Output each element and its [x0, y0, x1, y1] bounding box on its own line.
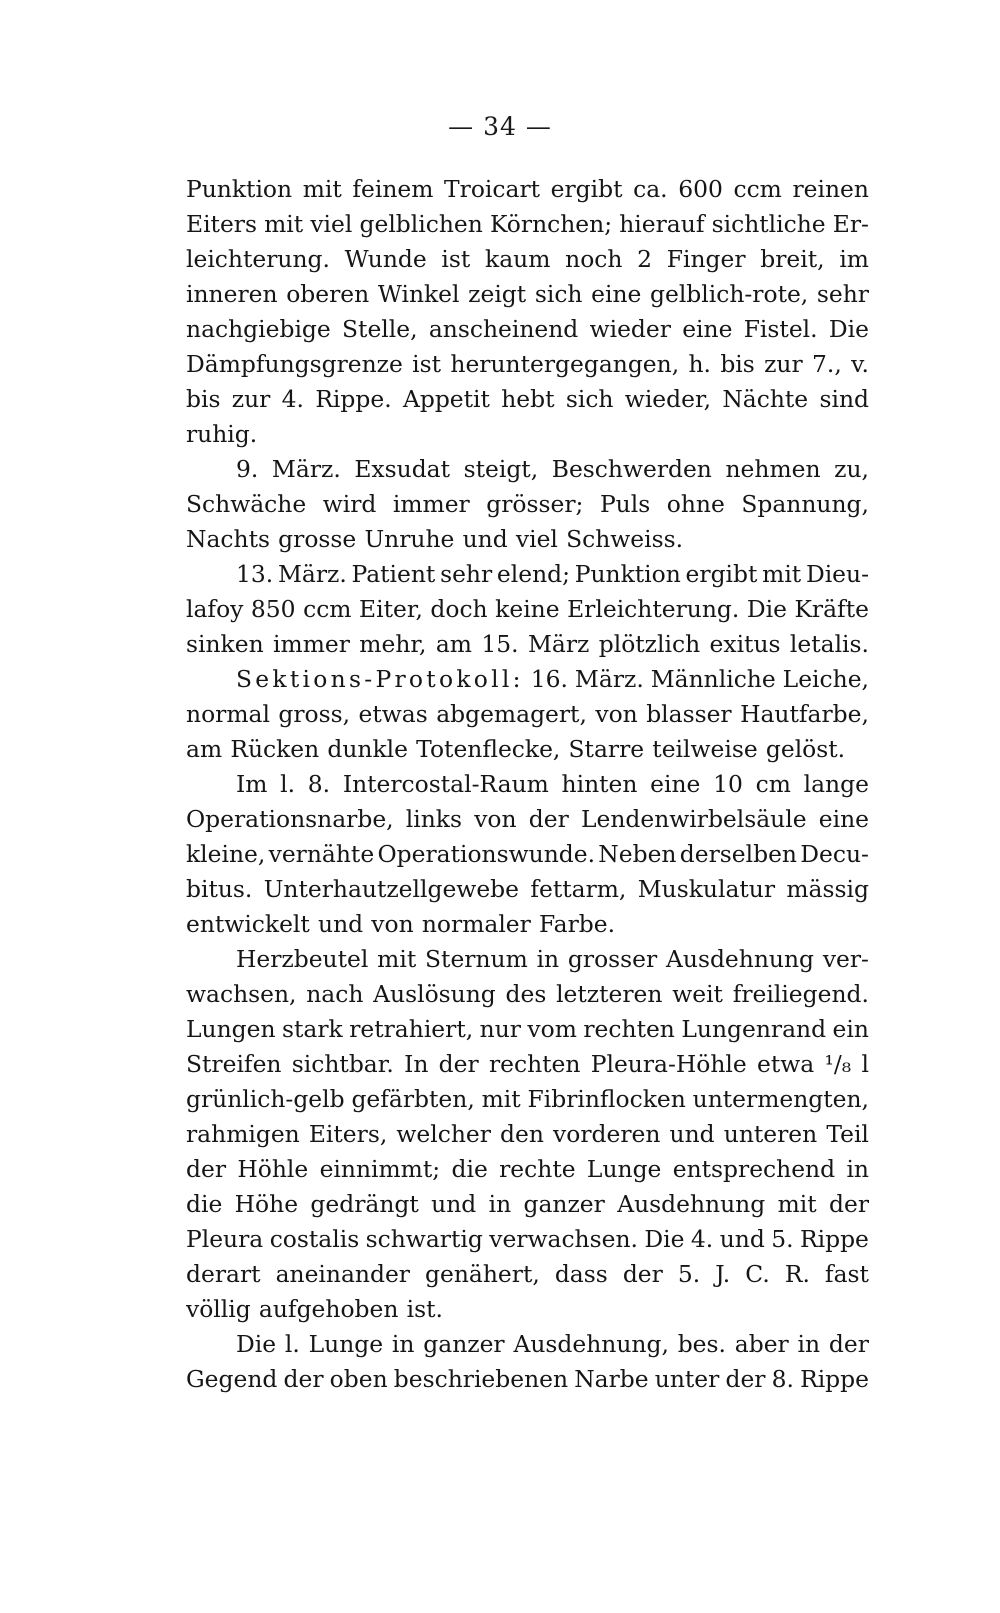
word: Streifen	[186, 1050, 282, 1078]
word: vom	[527, 1015, 577, 1043]
word: nach	[306, 980, 364, 1008]
word: costalis	[269, 1225, 360, 1253]
word: März.	[271, 455, 341, 483]
word: Schweiss.	[566, 525, 684, 553]
word: gefärbten,	[351, 1085, 475, 1113]
text-line	[186, 1082, 869, 1117]
word: aneinander	[275, 1260, 410, 1288]
word: mit	[264, 210, 304, 238]
text-line	[186, 907, 869, 942]
word: dass	[554, 1260, 608, 1288]
word: lange	[803, 770, 869, 798]
word: noch	[565, 245, 623, 273]
word: Unterhautzellgewebe	[263, 875, 519, 903]
word: freiliegend.	[732, 980, 869, 1008]
text-line	[186, 347, 869, 382]
word: März	[527, 630, 590, 658]
word: Die	[746, 595, 787, 623]
word: derart	[186, 1260, 261, 1288]
word: Eiters,	[308, 1120, 388, 1148]
word: in	[846, 1155, 869, 1183]
word: ccm	[303, 595, 352, 623]
word: Appetit	[402, 385, 490, 413]
word: Schwäche	[186, 490, 307, 518]
word: teilweise	[652, 735, 758, 763]
word: Herzbeutel	[236, 945, 369, 973]
word: Eiter,	[359, 595, 423, 623]
word: Decu-	[800, 840, 869, 868]
word: mit	[762, 560, 802, 588]
word: zu,	[834, 455, 869, 483]
word: Patient	[351, 560, 436, 588]
word: Rippe	[800, 1225, 869, 1253]
word: derselben	[679, 840, 797, 868]
word: Lendenwirbelsäule	[580, 805, 807, 833]
word: Sektions-Protokoll:	[236, 665, 524, 693]
word: und	[462, 525, 508, 553]
word: Gegend	[186, 1365, 278, 1393]
word: Die	[236, 1330, 277, 1358]
word: in	[797, 1330, 821, 1358]
word: grünlich-gelb	[186, 1085, 345, 1113]
word: heruntergegangen,	[450, 350, 680, 378]
word: etwa	[757, 1050, 815, 1078]
word: rahmigen	[186, 1120, 300, 1148]
text-line	[186, 557, 869, 592]
text-line	[186, 312, 869, 347]
word: der	[283, 1365, 324, 1393]
word: oben	[329, 1365, 388, 1393]
word: immer	[273, 630, 350, 658]
word: aber	[734, 1330, 789, 1358]
word: am	[186, 735, 223, 763]
word: Lunge	[586, 1155, 662, 1183]
word: entsprechend	[672, 1155, 836, 1183]
word: Unruhe	[364, 525, 455, 553]
word: Lunge	[308, 1330, 384, 1358]
word: ¹/₈	[824, 1050, 852, 1078]
word: doch	[430, 595, 488, 623]
word: C.	[745, 1260, 770, 1288]
word: retrahiert,	[349, 1015, 474, 1043]
word: feinem	[352, 175, 434, 203]
word: Finger	[666, 245, 746, 273]
word: Beschwerden	[551, 455, 712, 483]
word: Troicart	[444, 175, 541, 203]
word: eine	[682, 315, 733, 343]
text-line	[186, 872, 869, 907]
word: März.	[574, 665, 644, 693]
word: lafoy	[186, 595, 244, 623]
word: Fistel.	[743, 315, 818, 343]
word: ruhig.	[186, 420, 258, 448]
word: links	[405, 805, 462, 833]
word: Rippe.	[315, 385, 392, 413]
word: Totenflecke,	[416, 735, 561, 763]
word: In	[404, 1050, 429, 1078]
word: verwachsen.	[489, 1225, 638, 1253]
word: sinken	[186, 630, 264, 658]
word: mehr,	[359, 630, 427, 658]
word: wieder,	[624, 385, 712, 413]
word: der	[528, 805, 569, 833]
word: März.	[277, 560, 347, 588]
word: Dieu-	[805, 560, 869, 588]
word: keine	[495, 595, 560, 623]
word: unter	[654, 1365, 720, 1393]
word: 7.,	[812, 350, 842, 378]
word: ergibt	[685, 560, 758, 588]
word: Eiters	[186, 210, 257, 238]
word: ohne	[666, 490, 725, 518]
text-line	[186, 1327, 869, 1362]
word: und	[719, 1225, 765, 1253]
word: Pleura-Höhle	[590, 1050, 747, 1078]
word: hinten	[561, 770, 638, 798]
word: 15.	[481, 630, 519, 658]
word: Ausdehnung,	[513, 1330, 669, 1358]
word: anscheinend	[428, 315, 579, 343]
page-number: — 34 —	[448, 112, 552, 141]
word: ver-	[822, 945, 869, 973]
text-line	[186, 1292, 869, 1327]
word: hebt	[501, 385, 555, 413]
word: der	[725, 1365, 766, 1393]
word: oberen	[286, 280, 370, 308]
word: Lungenrand	[681, 1015, 827, 1043]
word: von	[595, 700, 638, 728]
word: unteren	[723, 1120, 818, 1148]
word: Pleura	[186, 1225, 264, 1253]
word: Puls	[599, 490, 651, 518]
word: mit	[777, 1190, 817, 1218]
word: gross,	[278, 700, 351, 728]
word: vernähte	[268, 840, 375, 868]
word: viel	[515, 525, 558, 553]
word: rechte	[499, 1155, 576, 1183]
word: Neben	[598, 840, 677, 868]
word: Er-	[832, 210, 869, 238]
word: in	[536, 945, 560, 973]
text-line	[186, 767, 869, 802]
text-line	[186, 697, 869, 732]
word: gedrängt	[310, 1190, 419, 1218]
word: bitus.	[186, 875, 253, 903]
word: grosser	[567, 945, 658, 973]
word: Ausdehnung	[666, 945, 815, 973]
word: breit,	[760, 245, 825, 273]
word: Kräfte	[794, 595, 869, 623]
word: ganzer	[423, 1330, 505, 1358]
text-line	[186, 1117, 869, 1152]
word: genähert,	[425, 1260, 540, 1288]
word: kleine,	[186, 840, 266, 868]
text-line	[186, 172, 869, 207]
word: von	[474, 805, 517, 833]
word: Sternum	[425, 945, 528, 973]
word: normaler	[421, 910, 531, 938]
word: mit	[302, 175, 342, 203]
text-line	[186, 1152, 869, 1187]
word: die	[451, 1155, 488, 1183]
word: völlig	[186, 1295, 251, 1323]
word: viel	[310, 210, 353, 238]
text-line	[186, 1012, 869, 1047]
word: wird	[322, 490, 377, 518]
word: untermengten,	[692, 1085, 869, 1113]
word: eine	[591, 280, 642, 308]
word: ccm	[733, 175, 782, 203]
word: in	[391, 1330, 415, 1358]
text-line	[186, 732, 869, 767]
word: J.	[715, 1260, 731, 1288]
word: 850	[250, 595, 296, 623]
word: nachgiebige	[186, 315, 331, 343]
text-line	[186, 1187, 869, 1222]
word: grösser;	[486, 490, 584, 518]
word: die	[186, 1190, 223, 1218]
word: 5.	[771, 1225, 794, 1253]
word: ein	[832, 1015, 869, 1043]
text-line	[186, 662, 869, 697]
text-line	[186, 977, 869, 1012]
text-line	[186, 592, 869, 627]
word: am	[435, 630, 472, 658]
word: inneren	[186, 280, 278, 308]
word: blasser	[646, 700, 732, 728]
word: und	[431, 1190, 477, 1218]
word: Auslösung	[373, 980, 496, 1008]
word: gelblichen	[359, 210, 483, 238]
word: zur	[764, 350, 803, 378]
word: gelöst.	[765, 735, 846, 763]
word: h.	[688, 350, 711, 378]
text-line	[186, 942, 869, 977]
word: abgemagert,	[436, 700, 587, 728]
text-line	[186, 417, 869, 452]
text-line	[186, 1047, 869, 1082]
word: 16.	[530, 665, 568, 693]
word: sichtliche	[711, 210, 826, 238]
text-line	[186, 1257, 869, 1292]
word: Ausdehnung	[617, 1190, 766, 1218]
word: 9.	[236, 455, 259, 483]
word: rechten	[583, 1015, 675, 1043]
word: ist.	[406, 1295, 443, 1323]
word: Die	[644, 1225, 685, 1253]
word: elend;	[496, 560, 570, 588]
word: 8.	[771, 1365, 794, 1393]
word: Die	[828, 315, 869, 343]
word: 10	[713, 770, 743, 798]
word: sich	[565, 385, 614, 413]
word: 600	[678, 175, 723, 203]
word: bis	[720, 350, 755, 378]
word: Im	[236, 770, 268, 798]
text-line	[186, 487, 869, 522]
text-line	[186, 382, 869, 417]
word: Lungen	[186, 1015, 276, 1043]
word: sich	[534, 280, 583, 308]
word: wachsen,	[186, 980, 297, 1008]
word: leichterung.	[186, 245, 330, 273]
word: Höhe	[234, 1190, 299, 1218]
word: Männliche	[650, 665, 776, 693]
word: bis	[186, 385, 221, 413]
text-line	[186, 1362, 869, 1397]
word: Nachts	[186, 525, 270, 553]
word: wieder	[589, 315, 671, 343]
word: im	[839, 245, 869, 273]
word: eine	[818, 805, 869, 833]
word: steigt,	[463, 455, 539, 483]
word: Winkel	[377, 280, 460, 308]
word: Teil	[826, 1120, 869, 1148]
word: ist	[441, 245, 471, 273]
word: sichtbar.	[291, 1050, 394, 1078]
word: Nächte	[722, 385, 809, 413]
word: etwas	[358, 700, 428, 728]
word: einnimmt;	[319, 1155, 441, 1183]
word: der	[622, 1260, 663, 1288]
word: ca.	[633, 175, 668, 203]
word: der	[186, 1155, 226, 1183]
word: weit	[672, 980, 723, 1008]
word: aufgehoben	[258, 1295, 399, 1323]
text-line	[186, 242, 869, 277]
word: zeigt	[468, 280, 527, 308]
word: nur	[479, 1015, 521, 1043]
body-text	[186, 172, 869, 1397]
text-line	[186, 1222, 869, 1257]
word: Starre	[568, 735, 645, 763]
word: welcher	[396, 1120, 491, 1148]
word: Rücken	[230, 735, 320, 763]
word: Wunde	[344, 245, 427, 273]
text-line	[186, 452, 869, 487]
text-line	[186, 802, 869, 837]
word: l	[861, 1050, 869, 1078]
word: l.	[280, 770, 296, 798]
word: kaum	[485, 245, 551, 273]
word: fast	[824, 1260, 869, 1288]
word: fettarm,	[530, 875, 627, 903]
word: Muskulatur	[637, 875, 776, 903]
word: in	[488, 1190, 512, 1218]
word: eine	[650, 770, 701, 798]
word: beschriebenen	[393, 1365, 569, 1393]
word: bes.	[677, 1330, 726, 1358]
word: der	[829, 1190, 869, 1218]
word: Höhle	[237, 1155, 309, 1183]
word: letalis.	[789, 630, 869, 658]
word: l.	[284, 1330, 300, 1358]
word: v.	[851, 350, 869, 378]
word: der	[438, 1050, 479, 1078]
word: entwickelt	[186, 910, 310, 938]
word: ist	[412, 350, 442, 378]
text-line	[186, 207, 869, 242]
word: grosse	[278, 525, 357, 553]
word: letzteren	[556, 980, 663, 1008]
word: mit	[377, 945, 417, 973]
word: normal	[186, 700, 270, 728]
word: ganzer	[523, 1190, 605, 1218]
word: 2	[637, 245, 653, 273]
word: Leiche,	[782, 665, 869, 693]
word: 4.	[690, 1225, 714, 1253]
word: schwartig	[365, 1225, 483, 1253]
word: vorderen	[553, 1120, 661, 1148]
word: Narbe	[574, 1365, 649, 1393]
word: cm	[755, 770, 791, 798]
word: Punktion	[574, 560, 681, 588]
word: rechten	[488, 1050, 581, 1078]
word: 8.	[307, 770, 331, 798]
word: Exsudat	[354, 455, 451, 483]
word: und	[669, 1120, 715, 1148]
text-line	[186, 627, 869, 662]
word: Rippe	[800, 1365, 869, 1393]
word: exitus	[709, 630, 781, 658]
word: sind	[819, 385, 869, 413]
word: stark	[282, 1015, 343, 1043]
word: hierauf	[619, 210, 705, 238]
word: mit	[481, 1085, 521, 1113]
text-line	[186, 837, 869, 872]
word: Hautfarbe,	[740, 700, 869, 728]
word: mässig	[786, 875, 869, 903]
word: Körnchen;	[489, 210, 613, 238]
word: gelblich-rote,	[650, 280, 809, 308]
word: reinen	[792, 175, 869, 203]
word: der	[828, 1330, 869, 1358]
word: von	[371, 910, 414, 938]
word: des	[505, 980, 547, 1008]
word: ergibt	[550, 175, 623, 203]
word: Dämpfungsgrenze	[186, 350, 403, 378]
word: Fibrinflocken	[527, 1085, 686, 1113]
word: Intercostal-Raum	[342, 770, 549, 798]
text-line	[186, 277, 869, 312]
word: Operationsnarbe,	[186, 805, 394, 833]
word: immer	[392, 490, 470, 518]
word: dunkle	[327, 735, 408, 763]
word: 4.	[281, 385, 304, 413]
word: 5.	[677, 1260, 701, 1288]
word: zur	[231, 385, 271, 413]
word: plötzlich	[598, 630, 701, 658]
word: Stelle,	[342, 315, 418, 343]
text-line	[186, 522, 869, 557]
word: sehr	[440, 560, 493, 588]
word: nehmen	[725, 455, 821, 483]
word: Operationswunde.	[377, 840, 596, 868]
word: Erleichterung.	[567, 595, 740, 623]
word: Spannung,	[741, 490, 869, 518]
word: und	[318, 910, 364, 938]
word: sehr	[816, 280, 869, 308]
word: den	[500, 1120, 544, 1148]
word: 13.	[236, 560, 274, 588]
word: R.	[784, 1260, 810, 1288]
word: Farbe.	[539, 910, 616, 938]
word: Punktion	[186, 175, 293, 203]
